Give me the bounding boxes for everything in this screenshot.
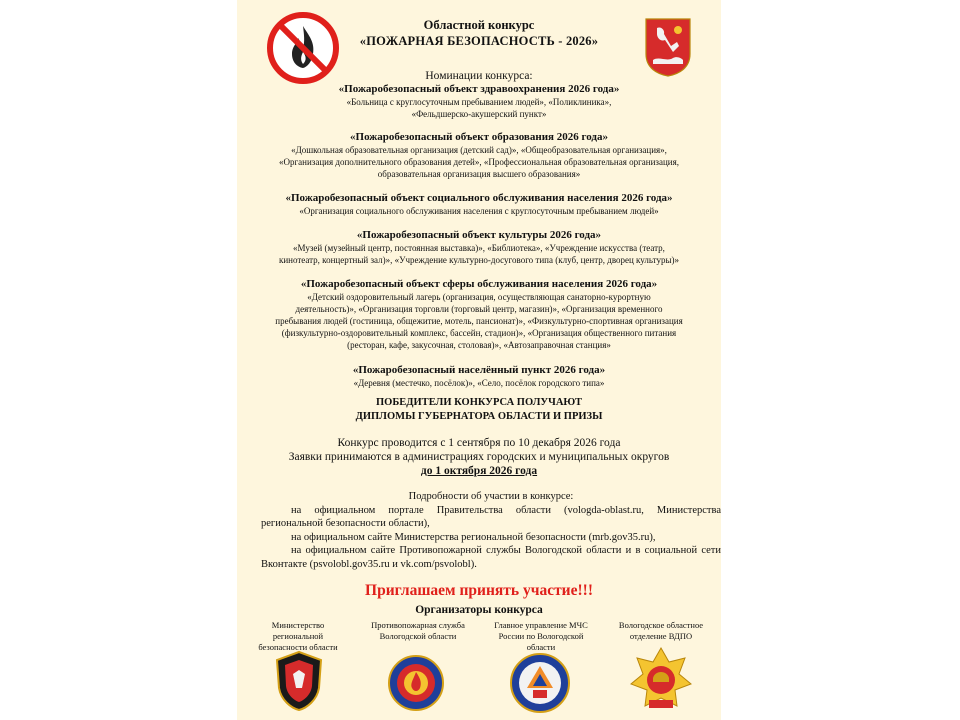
nomination-line: пребывания людей (гостиница, общежитие, мотель, пансионат)», «Физкультурно-спортивная организация xyxy=(275,316,683,326)
organizer-name: Вологодское областное отделение ВДПО xyxy=(618,620,704,641)
nomination-line: «Деревня (местечко, посёлок)», «Село, посёлок городского типа» xyxy=(353,378,605,388)
organizer-name: Противопожарная служба Вологодской области xyxy=(371,620,465,641)
nomination-title: «Пожаробезопасный объект социального обслуживания населения 2026 года» xyxy=(285,192,673,204)
ministry-shield-emblem-icon xyxy=(275,650,323,712)
details-item: на официальном сайте Противопожарной службы Вологодской области и в социальной сети Вконтакте (psvolobl.gov35.ru и vk.com/psvolobl). xyxy=(261,545,721,570)
winners-line-2: ДИПЛОМЫ ГУБЕРНАТОРА ОБЛАСТИ И ПРИЗЫ xyxy=(355,411,603,422)
vdpo-emblem-icon xyxy=(629,646,693,714)
nomination-block xyxy=(237,191,721,217)
header-line-2: «ПОЖАРНАЯ БЕЗОПАСНОСТЬ - 2026» xyxy=(359,34,599,48)
nomination-title: «Пожаробезопасный объект образования 2026 года» xyxy=(350,131,608,143)
nomination-block xyxy=(237,130,721,180)
details-section xyxy=(261,490,721,571)
organizers-heading: Организаторы конкурса xyxy=(415,604,543,616)
organizer-name: Главное управление МЧС России по Вологодской области xyxy=(494,620,588,652)
nomination-line: «Фельдшерско-акушерский пункт» xyxy=(411,109,547,119)
fire-service-round-emblem-icon xyxy=(387,654,445,712)
nomination-line: «Детский оздоровительный лагерь (организация, осуществляющая санаторно-курортную xyxy=(307,292,651,302)
nomination-line: деятельность)», «Организация торговли (торговый центр, магазин)», «Организация временного xyxy=(295,304,663,314)
emercom-round-emblem-icon xyxy=(509,652,571,714)
nomination-line: «Дошкольная образовательная организация (детский сад)», «Общеобразовательная организация», xyxy=(291,145,667,155)
nomination-block xyxy=(237,363,721,389)
details-heading: Подробности об участии в конкурсе: xyxy=(408,491,574,502)
dates-line-1: Конкурс проводится с 1 сентября по 10 декабря 2026 года xyxy=(337,437,621,449)
application-deadline: до 1 октября 2026 года xyxy=(420,465,538,477)
nomination-title: «Пожаробезопасный населённый пункт 2026 года» xyxy=(352,364,606,376)
contest-poster xyxy=(237,0,721,720)
winners-line-1: ПОБЕДИТЕЛИ КОНКУРСА ПОЛУЧАЮТ xyxy=(376,397,582,408)
contest-dates xyxy=(237,436,721,478)
nomination-line: «Музей (музейный центр, постоянная выставка)», «Библиотека», «Учреждение искусства (театр, xyxy=(293,243,665,253)
nomination-line: образовательная организация высшего образования» xyxy=(377,169,581,179)
details-item: на официальном портале Правительства области (vologda-oblast.ru, Министерства региональной безопасности области), xyxy=(261,504,721,529)
nomination-line: (физкультурно-оздоровительный комплекс, бассейн, стадион)», «Организация общественного питания xyxy=(281,328,677,338)
nomination-line: «Больница с круглосуточным пребыванием людей», «Поликлиника», xyxy=(346,97,612,107)
nomination-title: «Пожаробезопасный объект культуры 2026 года» xyxy=(356,229,602,241)
nomination-block xyxy=(237,277,721,351)
nomination-title: «Пожаробезопасный объект сферы обслуживания населения 2026 года» xyxy=(300,278,658,290)
details-item: на официальном сайте Министерства региональной безопасности (mrb.gov35.ru), xyxy=(291,531,656,543)
nomination-block xyxy=(237,82,721,120)
nomination-line: «Организация дополнительного образования детей», «Профессиональная образовательная организация, xyxy=(278,157,680,167)
nomination-line: (ресторан, кафе, закусочная, столовая)», «Автозаправочная станция» xyxy=(347,340,611,350)
winners-announcement xyxy=(237,396,721,424)
nomination-title: «Пожаробезопасный объект здравоохранения 2026 года» xyxy=(338,83,620,95)
nominations-heading: Номинации конкурса: xyxy=(425,70,533,82)
nomination-line: кинотеатр, концертный зал)», «Учреждение культурно-досугового типа (клуб, центр, дворец культуры)» xyxy=(278,255,680,265)
nomination-line: «Организация социального обслуживания населения с круглосуточным пребыванием людей» xyxy=(299,206,659,216)
organizer-name: Министерство региональной безопасности области xyxy=(258,620,338,652)
invitation-text: Приглашаем принять участие!!! xyxy=(365,582,593,599)
dates-line-2: Заявки принимаются в администрациях городских и муниципальных округов xyxy=(288,451,670,463)
nomination-block xyxy=(237,228,721,266)
header-line-1: Областной конкурс xyxy=(423,18,535,32)
